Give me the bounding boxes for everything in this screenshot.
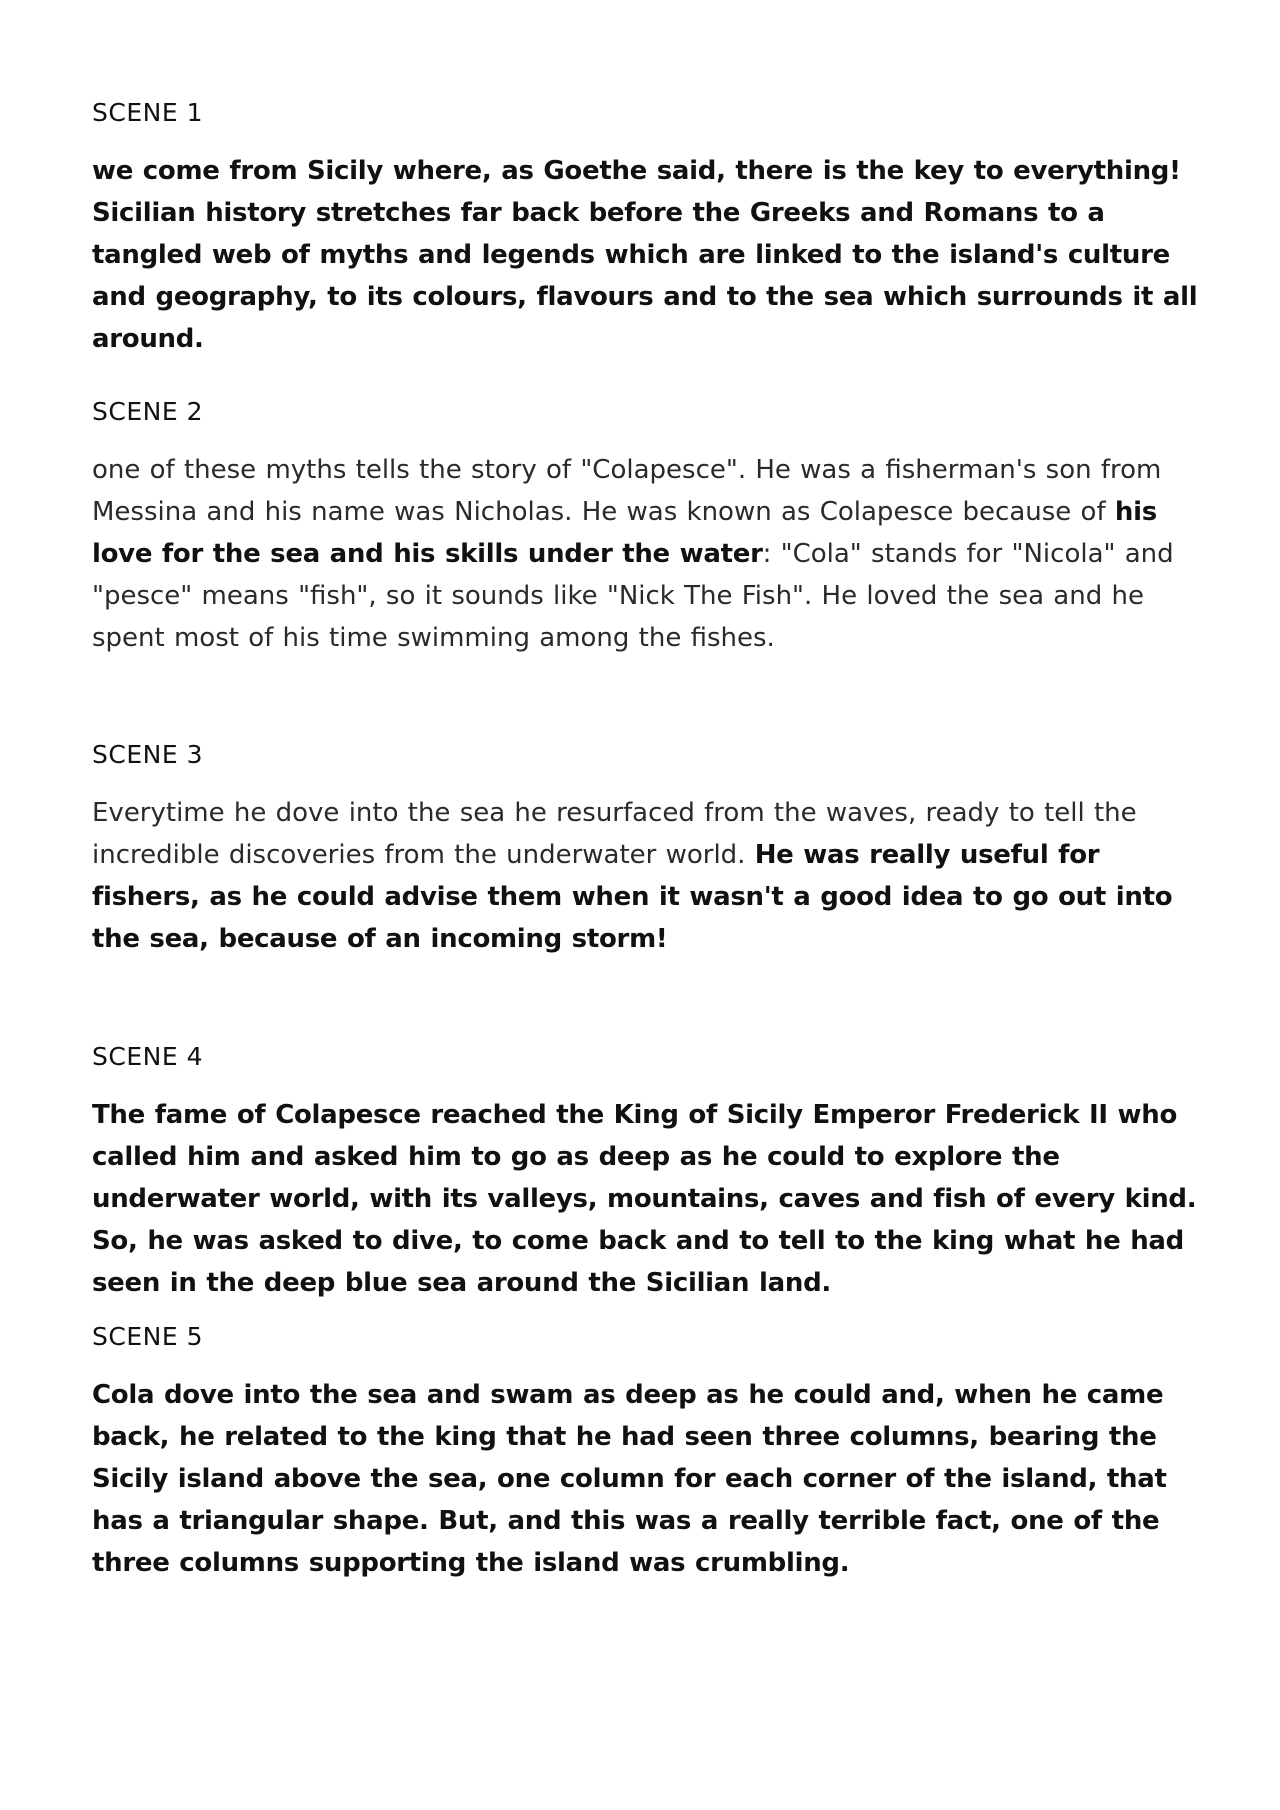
scene-title: SCENE 5 xyxy=(92,1322,203,1351)
paragraph-text: The fame of Colapesce reached the King of Sicily Emperor Frederick II who called him and asked him to go as deep as he could to explore the underwater world, with its valleys, mountains, caves and fish of every kind. So, he was asked to dive, to come back and to tell to the king what he had seen in the deep blue sea around the Sicilian land. xyxy=(92,1100,1197,1298)
scene-2-section xyxy=(92,395,1202,659)
scene-paragraph xyxy=(92,792,1202,960)
scene-paragraph xyxy=(92,1094,1202,1304)
scene-title: SCENE 4 xyxy=(92,1042,203,1071)
paragraph-text: : "Cola" stands for "Nicola" and "pesce" means "fish", so it sounds like "Nick The Fish". He loved the sea and he spent most of his time swimming among the fishes. xyxy=(92,539,1174,653)
scene-5-section xyxy=(92,1320,1202,1584)
scene-paragraph xyxy=(92,1374,1202,1584)
scene-title: SCENE 3 xyxy=(92,740,203,769)
paragraph-text: Everytime he dove into the sea he resurfaced from the waves, ready to tell the incredible discoveries from the underwater world. xyxy=(92,798,1137,870)
scene-paragraph xyxy=(92,449,1202,659)
scene-title: SCENE 2 xyxy=(92,397,203,426)
scene-4-section xyxy=(92,1040,1202,1304)
paragraph-text: Cola dove into the sea and swam as deep as he could and, when he came back, he related to the king that he had seen three columns, bearing the Sicily island above the sea, one column for each corner of the island, that has a triangular shape. But, and this was a really terrible fact, one of the three columns supporting the island was crumbling. xyxy=(92,1380,1167,1578)
paragraph-emphasis: He was really useful for fishers, as he could advise them when it wasn't a good idea to go out into the sea, because of an incoming storm! xyxy=(92,840,1173,954)
paragraph-text: we come from Sicily where, as Goethe said, there is the key to everything! Sicilian history stretches far back before the Greeks and Romans to a tangled web of myths and legends which are linked to the island's culture and geography, to its colours, flavours and to the sea which surrounds it all around. xyxy=(92,156,1198,354)
scene-title: SCENE 1 xyxy=(92,98,203,127)
scene-1-section xyxy=(92,96,1202,360)
paragraph-emphasis: his love for the sea and his skills under the water xyxy=(92,497,1157,569)
scene-3-section xyxy=(92,738,1202,960)
scene-paragraph xyxy=(92,150,1202,360)
paragraph-text: one of these myths tells the story of "Colapesce". He was a fisherman's son from Messina and his name was Nicholas. He was known as Colapesce because of xyxy=(92,455,1162,527)
